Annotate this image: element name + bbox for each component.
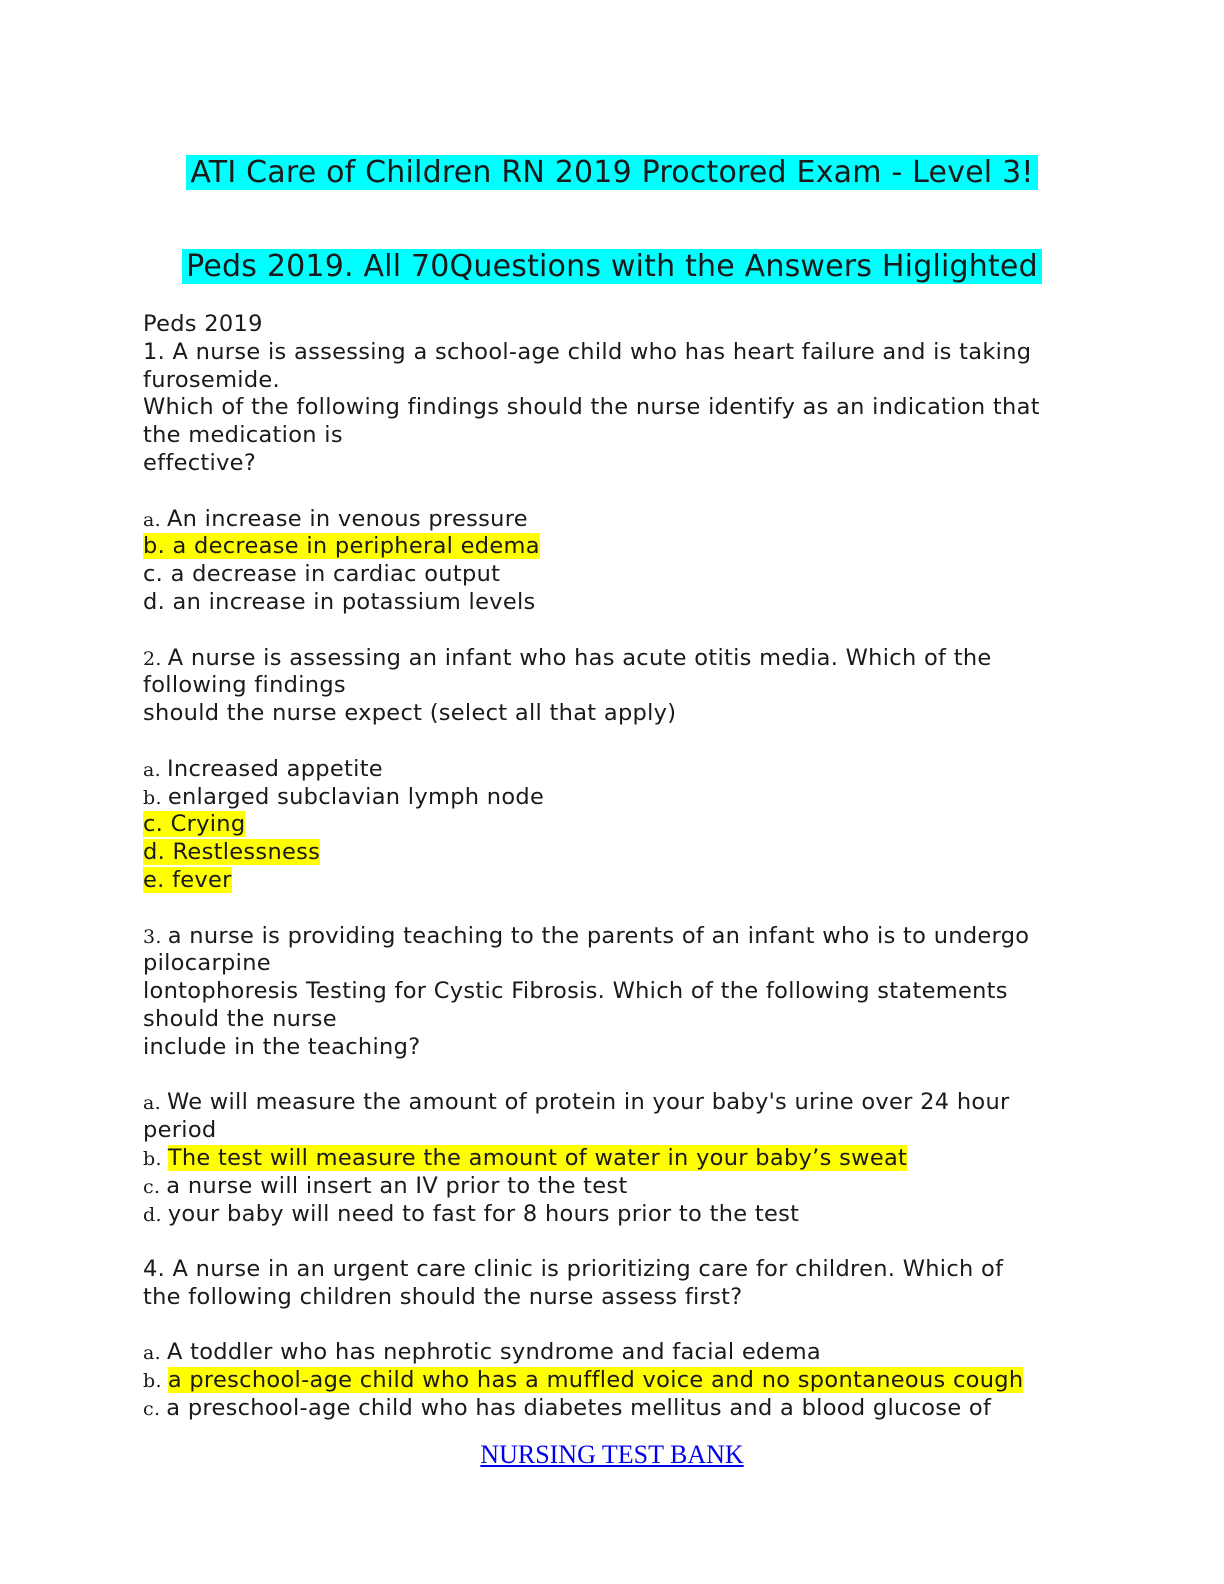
option-label: b.: [143, 1370, 162, 1393]
nursing-test-bank-link[interactable]: NURSING TEST BANK: [480, 1440, 744, 1469]
option-text: The test will measure the amount of water in your baby’s sweat: [167, 1144, 908, 1171]
document-body: [143, 311, 1083, 1423]
option-line: [143, 784, 1083, 812]
option-label: a.: [143, 758, 161, 781]
question-number: 2.: [143, 647, 162, 670]
option-text: a decrease in peripheral edema: [172, 533, 540, 560]
question-2-stem-line: following findings: [143, 672, 346, 699]
stem-text: A nurse is assessing a school-age child who has heart failure and is taking: [172, 338, 1032, 365]
option-text: your baby will need to fast for 8 hours prior to the test: [167, 1200, 800, 1227]
question-3-stem-line: include in the teaching?: [143, 1033, 421, 1060]
option-text: Restlessness: [172, 839, 321, 866]
option-label: b.: [143, 786, 162, 809]
option-label: b.: [143, 1147, 162, 1170]
option-line: [143, 1339, 1083, 1367]
option-line: [143, 1201, 1083, 1229]
option-line: [143, 1173, 1083, 1201]
option-text: a nurse will insert an IV prior to the test: [166, 1172, 628, 1199]
option-text: An increase in venous pressure: [166, 505, 528, 532]
option-line-correct: [143, 867, 1083, 895]
title-line-2-text: Peds 2019. All 70Questions with the Answers Higlighted: [182, 249, 1042, 284]
option-line-correct: [143, 533, 1083, 561]
stem-text: A nurse in an urgent care clinic is prioritizing care for children. Which of: [172, 1256, 1004, 1283]
option-line-correct: [143, 839, 1083, 867]
title-line-1: [0, 154, 1224, 192]
option-line-correct: [143, 1145, 1083, 1173]
option-line: [143, 1089, 1083, 1117]
option-label: d.: [143, 839, 166, 866]
question-number: 4.: [143, 1256, 166, 1283]
option-text: a decrease in cardiac output: [170, 561, 501, 588]
option-label: a.: [143, 1092, 161, 1115]
option-label: b.: [143, 533, 166, 560]
question-3-stem-line: lontophoresis Testing for Cystic Fibrosis. Which of the following statements: [143, 978, 1008, 1005]
option-line: [143, 506, 1083, 534]
question-3-stem-line: pilocarpine: [143, 950, 271, 977]
title-line-1-text: ATI Care of Children RN 2019 Proctored Exam - Level 3!: [186, 155, 1037, 190]
stem-text: A nurse is assessing an infant who has acute otitis media. Which of the: [167, 644, 992, 671]
option-line: [143, 589, 1083, 617]
question-1-stem-line: [143, 339, 1083, 367]
option-label: c.: [143, 811, 164, 838]
option-text: a preschool-age child who has a muffled voice and no spontaneous cough: [167, 1367, 1024, 1394]
question-1-stem-line: effective?: [143, 449, 257, 476]
option-text: Crying: [170, 811, 246, 838]
question-2-stem-line: [143, 645, 1083, 673]
option-line: [143, 756, 1083, 784]
option-label: d.: [143, 1203, 162, 1226]
title-line-2: [0, 248, 1224, 286]
option-text: an increase in potassium levels: [172, 588, 536, 615]
option-line-correct: [143, 811, 1083, 839]
intro-line: Peds 2019: [143, 311, 263, 337]
question-4-stem-line: the following children should the nurse assess first?: [143, 1283, 743, 1310]
option-label: c.: [143, 561, 164, 588]
option-label: a.: [143, 508, 161, 531]
question-1-stem-line: furosemide.: [143, 366, 281, 393]
option-label: d.: [143, 588, 166, 615]
option-line-continuation: period: [143, 1117, 217, 1144]
question-number: 1.: [143, 338, 166, 365]
question-1-stem-line: Which of the following findings should the nurse identify as an indication that: [143, 394, 1040, 421]
question-3-stem-line: should the nurse: [143, 1005, 337, 1032]
option-label: c.: [143, 1175, 161, 1198]
option-text: Increased appetite: [166, 755, 383, 782]
question-3-stem-line: [143, 923, 1083, 951]
footer: [0, 1440, 1224, 1470]
option-text: a preschool-age child who has diabetes mellitus and a blood glucose of: [166, 1395, 992, 1422]
option-text: enlarged subclavian lymph node: [167, 783, 545, 810]
option-label: e.: [143, 866, 165, 893]
question-number: 3.: [143, 925, 162, 948]
option-text: A toddler who has nephrotic syndrome and facial edema: [166, 1339, 822, 1366]
question-2-stem-line: should the nurse expect (select all that apply): [143, 700, 677, 727]
option-line-correct: [143, 1367, 1083, 1395]
option-line: [143, 1395, 1083, 1423]
option-label: c.: [143, 1398, 161, 1421]
option-label: a.: [143, 1342, 161, 1365]
option-text: fever: [172, 866, 232, 893]
option-text: We will measure the amount of protein in your baby's urine over 24 hour: [166, 1089, 1010, 1116]
question-1-stem-line: the medication is: [143, 422, 343, 449]
stem-text: a nurse is providing teaching to the parents of an infant who is to undergo: [167, 922, 1030, 949]
option-line: [143, 561, 1083, 589]
question-4-stem-line: [143, 1256, 1083, 1284]
